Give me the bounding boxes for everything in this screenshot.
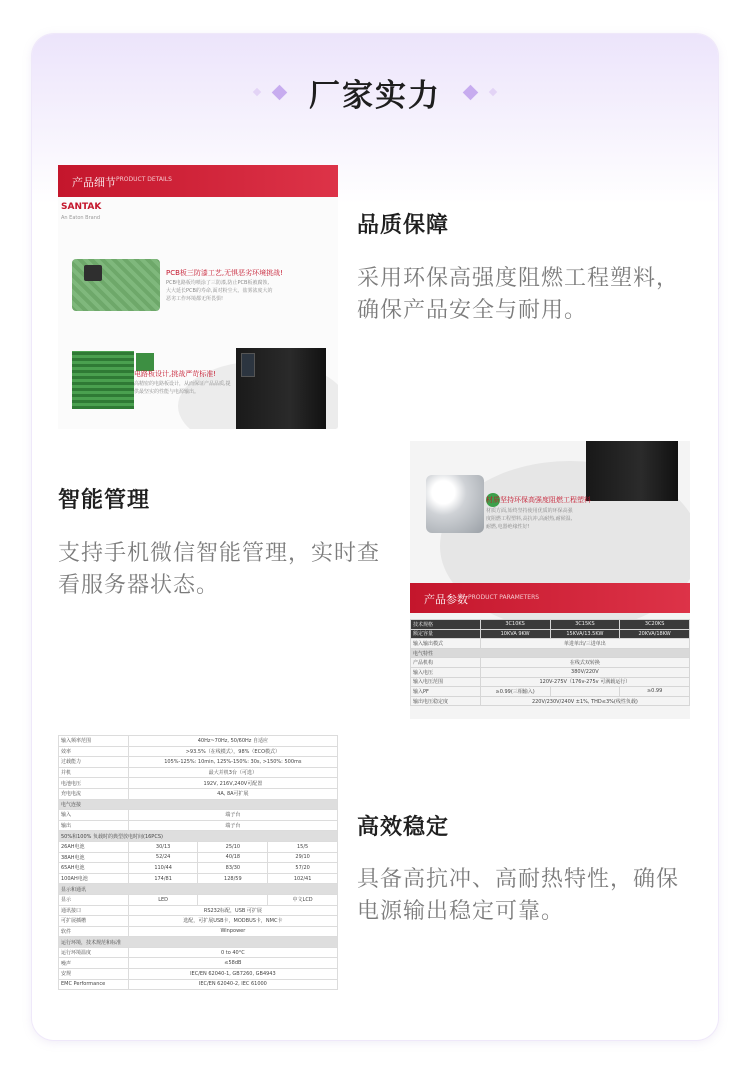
caption2-title: 电路板设计,挑战严苛标准! <box>134 370 217 378</box>
table-cell: Winpower <box>128 926 337 937</box>
table-row <box>59 894 338 905</box>
detail-banner <box>58 165 338 197</box>
table-cell: 运行环境温度 <box>59 947 129 958</box>
feature-desc-quality <box>357 263 679 327</box>
parameters-banner <box>410 583 690 613</box>
feature-heading-smart: 智能管理 <box>58 488 151 513</box>
table-row <box>411 687 690 697</box>
table-cell: LED <box>128 894 198 905</box>
table-cell: 174/81 <box>128 873 198 884</box>
spec-table <box>58 735 338 990</box>
table-row <box>411 629 690 639</box>
table-cell: 57/20 <box>268 863 338 874</box>
table-cell: ≤58dB <box>128 958 337 969</box>
table-cell: 端子台 <box>128 810 337 821</box>
desc-line: 具备高抗冲、高耐热特性，确保 <box>357 867 680 892</box>
table-cell: 380V/220V <box>480 667 689 677</box>
table-cell: 30/13 <box>128 841 198 852</box>
table-cell: 输入PF <box>411 687 481 697</box>
table-row <box>59 778 338 789</box>
transformer-photo <box>84 265 102 281</box>
table-row <box>411 620 690 630</box>
table-cell: 83/30 <box>198 863 268 874</box>
table-row <box>59 937 338 948</box>
product-parameters-image <box>410 441 690 719</box>
table-row <box>59 905 338 916</box>
table-row <box>59 979 338 990</box>
table-cell: 输入 <box>59 810 129 821</box>
table-cell: 15KVA/13.5KW <box>550 629 620 639</box>
table-row <box>59 757 338 768</box>
table-cell: ≥0.99 <box>620 687 690 697</box>
table-cell: 显示 <box>59 894 129 905</box>
table-row <box>59 926 338 937</box>
feature-heading-stable: 高效稳定 <box>357 815 450 840</box>
table-cell: 选配，可扩展USB卡，MODBUS卡，NMC卡 <box>128 916 337 927</box>
ups-tower-photo <box>586 441 678 501</box>
table-cell: 120V-275V（176v-275v 可满载运行） <box>480 677 689 687</box>
table-cell: 电气特性 <box>411 648 690 658</box>
table-cell: 102/41 <box>268 873 338 884</box>
table-cell: 128/59 <box>198 873 268 884</box>
table-cell: 运行环境，技术规范和标准 <box>59 937 338 948</box>
plastic-granules-photo <box>426 475 484 533</box>
table-cell: 10KVA 9KW <box>480 629 550 639</box>
material-caption-line: 耐燃,电器绝缘性好! <box>486 524 530 530</box>
table-row <box>59 863 338 874</box>
table-cell: 过载能力 <box>59 757 129 768</box>
table-cell: 38AH电池 <box>59 852 129 863</box>
table-cell: 单进单出/三进单出 <box>480 639 689 649</box>
table-cell: 充电电流 <box>59 788 129 799</box>
product-detail-image <box>58 165 338 429</box>
table-cell: 25/10 <box>198 841 268 852</box>
spec-table-image <box>58 735 338 1013</box>
table-row <box>59 736 338 747</box>
table-row <box>59 788 338 799</box>
table-cell: 显示和通讯 <box>59 884 338 895</box>
table-cell: 在线式双转换 <box>480 658 689 668</box>
caption2-line: 供最坚实的性能与电源输出。 <box>134 389 200 395</box>
table-row <box>59 799 338 810</box>
table-cell: 效率 <box>59 746 129 757</box>
table-row <box>59 767 338 778</box>
table-cell: 输入电压 <box>411 667 481 677</box>
table-cell: 安规 <box>59 969 129 980</box>
banner-title: 产品细节 <box>72 176 116 189</box>
brand-logo: SANTAK <box>61 202 102 212</box>
table-cell: 65AH电池 <box>59 863 129 874</box>
ups-display-photo <box>241 353 255 377</box>
table-cell: 220V/230V/240V ±1%, THD≤3%(线性负载) <box>480 696 689 706</box>
table-cell: 0 to 40°C <box>128 947 337 958</box>
table-cell: 40/18 <box>198 852 268 863</box>
section-title: 厂家实力 <box>309 77 441 114</box>
table-cell: 100AH电池 <box>59 873 129 884</box>
caption1-line: 恶劣工作环境都无所畏惧! <box>166 296 224 302</box>
table-cell: >93.5%（在线模式），98%（ECO模式） <box>128 746 337 757</box>
table-cell: 输出 <box>59 820 129 831</box>
caption1-line: PCB电路板均喷涂了三防漆,防止PCB板被腐蚀, <box>166 280 270 286</box>
table-cell: 输入输出模式 <box>411 639 481 649</box>
table-cell <box>550 687 620 697</box>
table-cell: 端子台 <box>128 820 337 831</box>
table-cell: 192V, 216V,240V可配置 <box>128 778 337 789</box>
table-cell: IEC/EN 62040-1, GB7260, GB4943 <box>128 969 337 980</box>
circuit-board-photo <box>72 351 134 409</box>
desc-line: 确保产品安全与耐用。 <box>357 298 588 323</box>
table-cell: ≥0.99(三相输入) <box>480 687 550 697</box>
table-cell: 技术规格 <box>411 620 481 630</box>
table-cell: 20KVA/18KW <box>620 629 690 639</box>
desc-line: 电源输出稳定可靠。 <box>357 899 565 924</box>
table-row <box>411 667 690 677</box>
table-cell: 29/10 <box>268 852 338 863</box>
table-cell: 输入频率范围 <box>59 736 129 747</box>
feature-desc-smart <box>58 538 380 602</box>
table-row <box>411 648 690 658</box>
table-cell: 电气连接 <box>59 799 338 810</box>
table-cell: RS232标配，USB 可扩展 <box>128 905 337 916</box>
table-cell: 产品机构 <box>411 658 481 668</box>
table-row <box>59 841 338 852</box>
table-row <box>59 916 338 927</box>
desc-line: 采用环保高强度阻燃工程塑料， <box>357 266 680 291</box>
section-header <box>0 70 750 114</box>
table-row <box>59 884 338 895</box>
table-row <box>59 947 338 958</box>
material-caption-title: 材质坚持环保高强度阻燃工程塑料 <box>486 496 591 504</box>
table-cell: 50%和100% 负载时的典型放电时间(16PCS) <box>59 831 338 842</box>
diamond-small-icon <box>489 88 497 96</box>
table-row <box>411 639 690 649</box>
table-cell: 电池电压 <box>59 778 129 789</box>
caption1-line: 大大延长PCB的寿命,面对粉尘大、盐雾浓度大的 <box>166 288 273 294</box>
table-cell: 中文LCD <box>268 894 338 905</box>
table-cell: 可扩展插槽 <box>59 916 129 927</box>
banner-title: 产品参数 <box>424 593 468 606</box>
table-cell: 输出电压稳定度 <box>411 696 481 706</box>
banner-subtitle: PRODUCT DETAILS <box>116 176 172 183</box>
table-cell: 额定容量 <box>411 629 481 639</box>
diamond-icon <box>272 84 288 100</box>
table-row <box>59 810 338 821</box>
brand-sub: An Eaton Brand <box>61 215 101 221</box>
material-caption-line: 材质方面,始终坚持使用优质的环保高强 <box>486 508 573 514</box>
table-row <box>59 820 338 831</box>
desc-line: 看服务器状态。 <box>58 573 220 598</box>
table-cell: 最大并机3台（可选） <box>128 767 337 778</box>
diamond-icon <box>463 84 479 100</box>
table-cell: IEC/EN 62040-2, IEC 61000 <box>128 979 337 990</box>
table-cell: 软件 <box>59 926 129 937</box>
table-cell: 3C20KS <box>620 620 690 630</box>
desc-line: 支持手机微信智能管理，实时查 <box>58 541 381 566</box>
table-cell: 噪声 <box>59 958 129 969</box>
table-cell: 40Hz~70Hz, 50/60Hz 自适应 <box>128 736 337 747</box>
table-cell: 通讯接口 <box>59 905 129 916</box>
table-cell: 110/44 <box>128 863 198 874</box>
banner-subtitle: PRODUCT PARAMETERS <box>468 594 540 601</box>
feature-heading-quality: 品质保障 <box>357 213 450 238</box>
table-row <box>59 746 338 757</box>
caption2-line: 高精密的电路板设计，从而保证产品品质,提 <box>134 381 231 387</box>
table-row <box>411 658 690 668</box>
diamond-small-icon <box>253 88 261 96</box>
caption1-title: PCB板三防漆工艺,无惧恶劣环境挑战! <box>166 269 283 277</box>
table-cell: 3C10KS <box>480 620 550 630</box>
table-cell: 26AH电池 <box>59 841 129 852</box>
table-cell: 3C15KS <box>550 620 620 630</box>
table-cell: 并机 <box>59 767 129 778</box>
material-caption-line: 度阻燃工程塑料,高抗冲,高耐热,耐候温, <box>486 516 573 522</box>
table-cell: 输入电压范围 <box>411 677 481 687</box>
table-row <box>59 831 338 842</box>
feature-desc-stable <box>357 864 679 928</box>
table-cell <box>198 894 268 905</box>
spec-table <box>410 619 690 706</box>
table-cell: EMC Performance <box>59 979 129 990</box>
table-row <box>59 873 338 884</box>
table-row <box>411 696 690 706</box>
table-row <box>411 677 690 687</box>
table-cell: 15/5 <box>268 841 338 852</box>
table-row <box>59 852 338 863</box>
table-cell: 4A, 8A可扩展 <box>128 788 337 799</box>
table-row <box>59 969 338 980</box>
table-row <box>59 958 338 969</box>
table-cell: 105%-125%: 10min, 125%-150%: 30s, >150%: 500ms <box>128 757 337 768</box>
table-cell: 52/24 <box>128 852 198 863</box>
